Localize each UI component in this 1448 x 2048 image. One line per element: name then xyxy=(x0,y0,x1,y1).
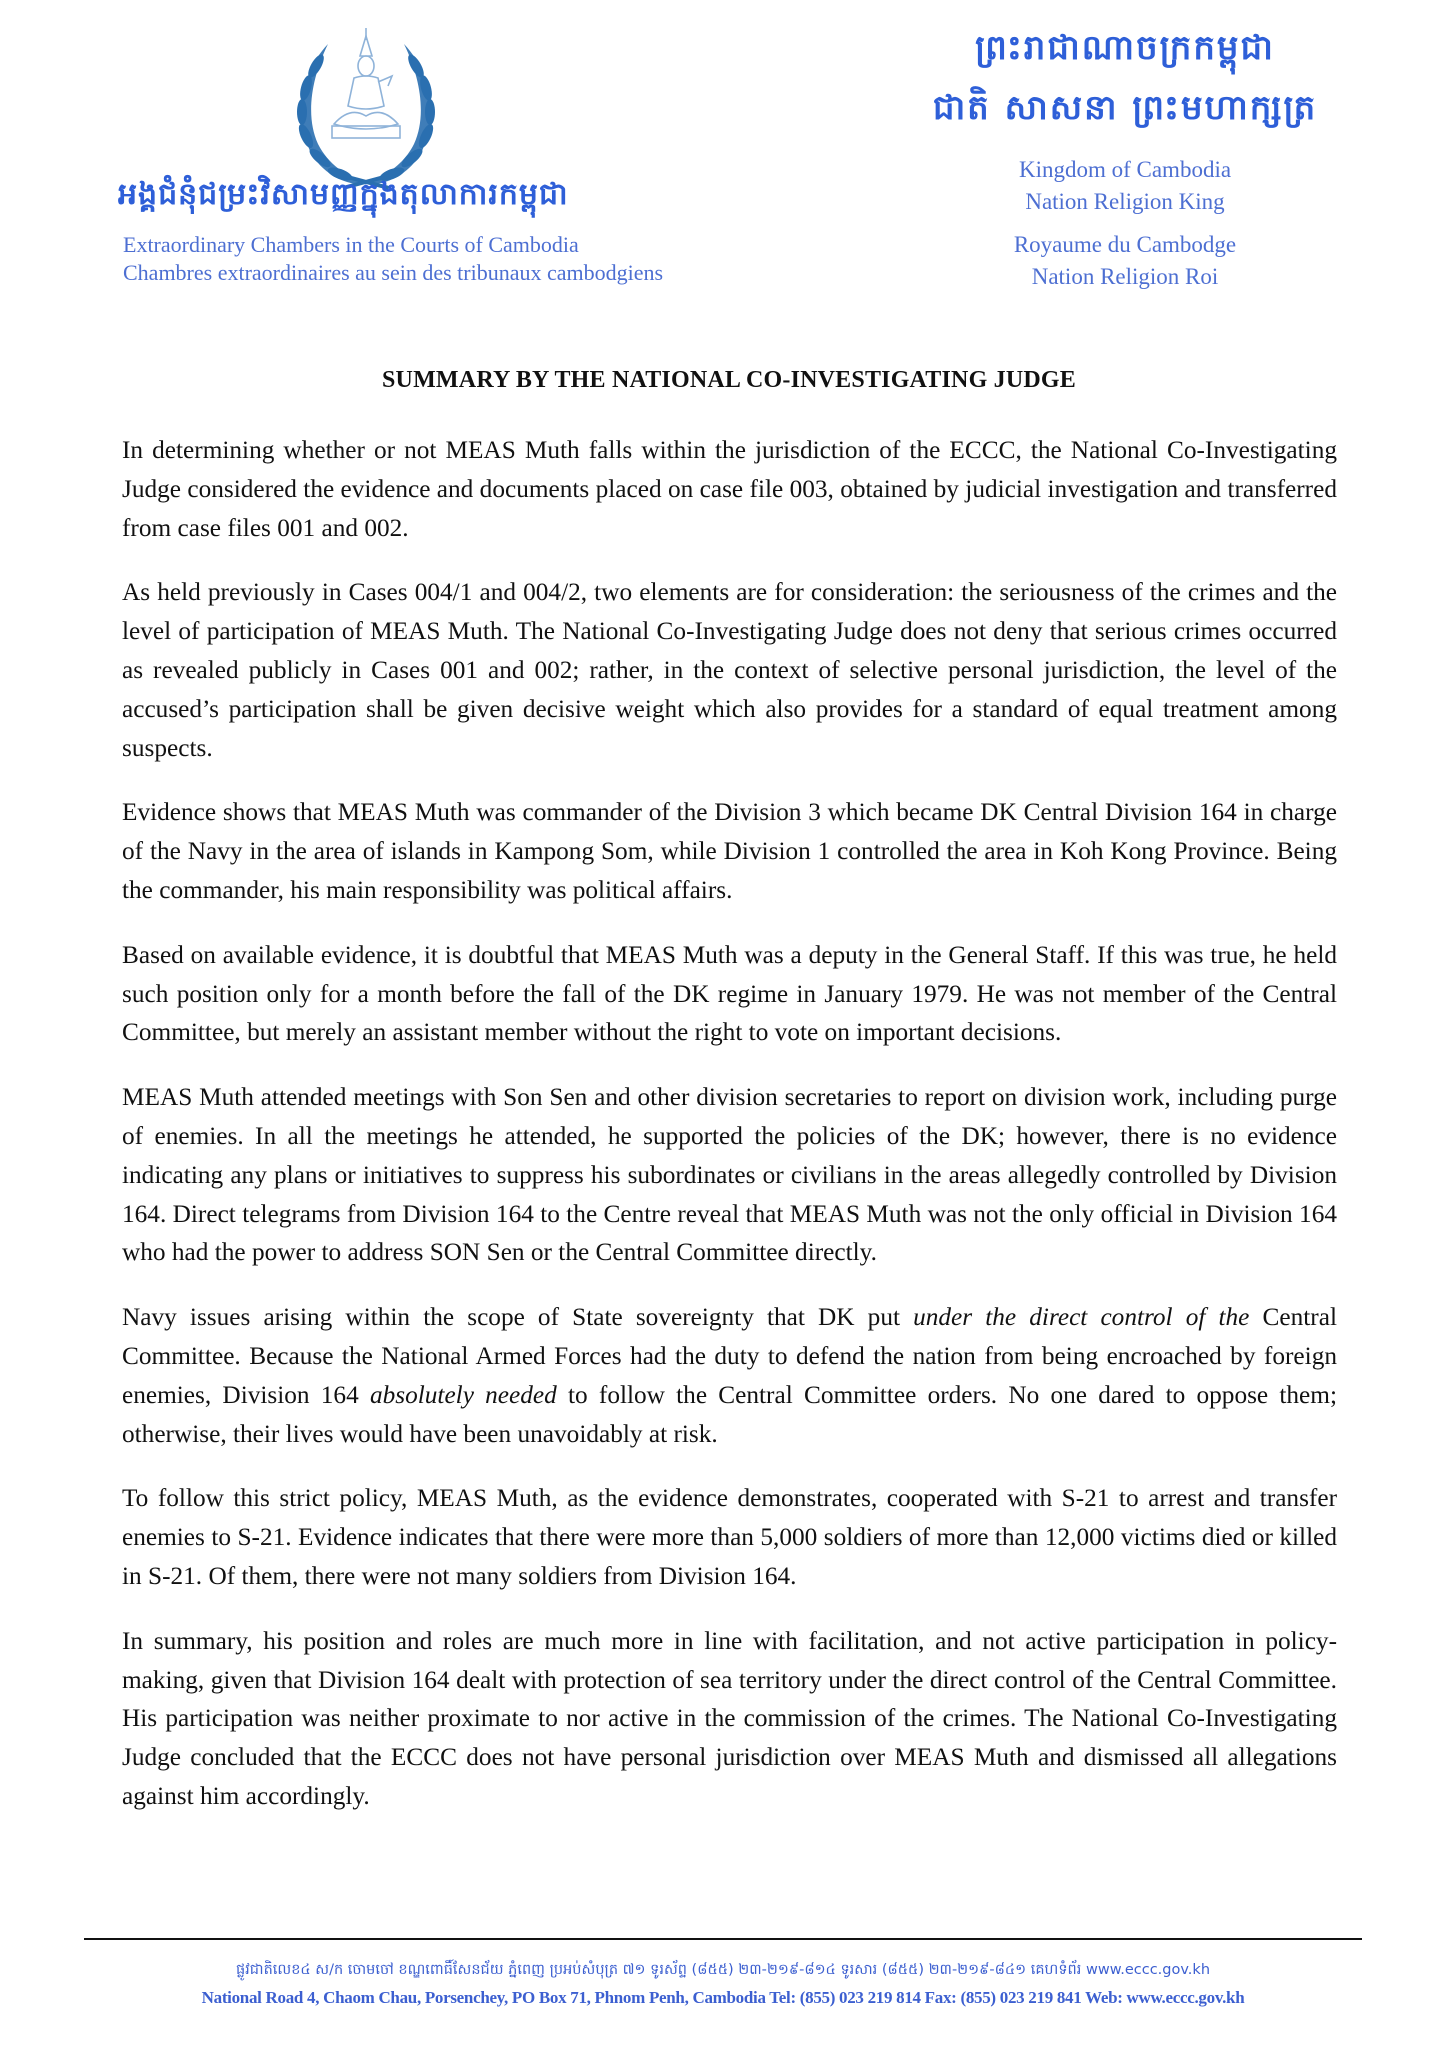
footer-khmer-address: ផ្លូវជាតិលេខ៤ ស/ក ចោមចៅ ខណ្ឌពោធិ៍សែនជ័យ ភ្នំពេញ ប្រអប់សំបុត្រ ៧១ ទូរស័ព្ទ (៨៥៥) ២៣-២១៩-៨១៤ ទូរសារ (៨៥៥) ២៣-២១៩-៨៤១ គេហទំព័រ www.eccc.gov.kh xyxy=(235,1962,1211,1978)
motto-french: Nation Religion Roi xyxy=(1031,264,1219,289)
document-body xyxy=(122,431,1337,1842)
paragraph-2: As held previously in Cases 004/1 and 004/2, two elements are for consideration: the seriousness of the crimes and the level of participation of MEAS Muth. The National Co-Investigating Judge does not deny that serious crimes occurred as revealed publicly in Cases 001 and 002; rather, in the context of selective personal jurisdiction, the level of the accused’s participation shall be given decisive weight which also provides for a standard of equal treatment among suspects. xyxy=(122,578,1337,762)
paragraph-4: Based on available evidence, it is doubtful that MEAS Muth was a deputy in the General Staff. If this was true, he held such position only for a month before the fall of the DK regime in January 1979. He was not member of the Central Committee, but merely an assistant member without the right to vote on important decisions. xyxy=(122,940,1337,1047)
eccc-english-name: Extraordinary Chambers in the Courts of Cambodia xyxy=(123,232,579,257)
paragraph-3: Evidence shows that MEAS Muth was commander of the Division 3 which became DK Central Division 164 in charge of the Navy in the area of islands in Kampong Som, while Division 1 controlled the area in Koh Kong Province. Being the commander, his main responsibility was political affairs. xyxy=(122,798,1337,904)
eccc-khmer-name: អង្គជំនុំជម្រះវិសាមញ្ញក្នុងតុលាការកម្ពុជា xyxy=(118,177,569,212)
motto-english: Nation Religion King xyxy=(1025,189,1225,214)
paragraph-8: In summary, his position and roles are much more in line with facilitation, and not active participation in policy-making, given that Division 164 dealt with protection of sea territory under the direct control of the Central Committee. His participation was neither proximate to nor active in the commission of the crimes. The National Co-Investigating Judge concluded that the ECCC does not have personal jurisdiction over MEAS Muth and dismissed all allegations against him accordingly. xyxy=(122,1626,1337,1810)
paragraph-6-part-2: Central Committee. Because the National Armed Forces had the duty to defend the nation from being encroached by foreign enemies, Division 164 xyxy=(122,1303,1337,1409)
document-title: SUMMARY BY THE NATIONAL CO-INVESTIGATING JUDGE xyxy=(382,367,1076,393)
eccc-emblem-icon xyxy=(288,26,444,196)
footer-divider xyxy=(84,1938,1362,1940)
motto-khmer: ជាតិ សាសនា ព្រះមហាក្សត្រ xyxy=(932,88,1318,128)
paragraph-6-italic-1: under the direct control of the xyxy=(913,1303,1250,1332)
paragraph-6-part-3: to follow the Central Committee orders. No one dared to oppose them; otherwise, their lives would have been unavoidably at risk. xyxy=(122,1380,1337,1448)
paragraph-6 xyxy=(122,1298,1337,1453)
kingdom-french: Royaume du Cambodge xyxy=(1013,232,1237,257)
kingdom-khmer: ព្រះរាជាណាចក្រកម្ពុជា xyxy=(975,28,1275,68)
paragraph-6-part-1: Navy issues arising within the scope of State sovereignty that DK put xyxy=(122,1303,914,1332)
paragraph-6-italic-2: absolutely needed xyxy=(369,1380,557,1409)
footer-english-address: National Road 4, Chaom Chau, Porsenchey, PO Box 71, Phnom Penh, Cambodia Tel: (855) 023 219 814 Fax: (855) 023 219 841 Web: www.eccc.gov.kh xyxy=(201,1988,1245,2007)
paragraph-1: In determining whether or not MEAS Muth falls within the jurisdiction of the ECCC, the National Co-Investigating Judge considered the evidence and documents placed on case file 003, obtained by judicial investigation and transferred from case files 001 and 002. xyxy=(122,436,1337,542)
eccc-french-name: Chambres extraordinaires au sein des tribunaux cambodgiens xyxy=(123,260,664,285)
paragraph-7: To follow this strict policy, MEAS Muth, as the evidence demonstrates, cooperated with S-21 to arrest and transfer enemies to S-21. Evidence indicates that there were more than 5,000 soldiers of more than 12,000 victims died or killed in S-21. Of them, there were not many soldiers from Division 164. xyxy=(122,1484,1337,1590)
paragraph-5: MEAS Muth attended meetings with Son Sen and other division secretaries to report on division work, including purge of enemies. In all the meetings he attended, he supported the policies of the DK; however, there is no evidence indicating any plans or initiatives to suppress his subordinates or civilians in the areas allegedly controlled by Division 164. Direct telegrams from Division 164 to the Centre reveal that MEAS Muth was not the only official in Division 164 who had the power to address SON Sen or the Central Committee directly. xyxy=(122,1083,1337,1267)
kingdom-english: Kingdom of Cambodia xyxy=(1018,157,1232,182)
